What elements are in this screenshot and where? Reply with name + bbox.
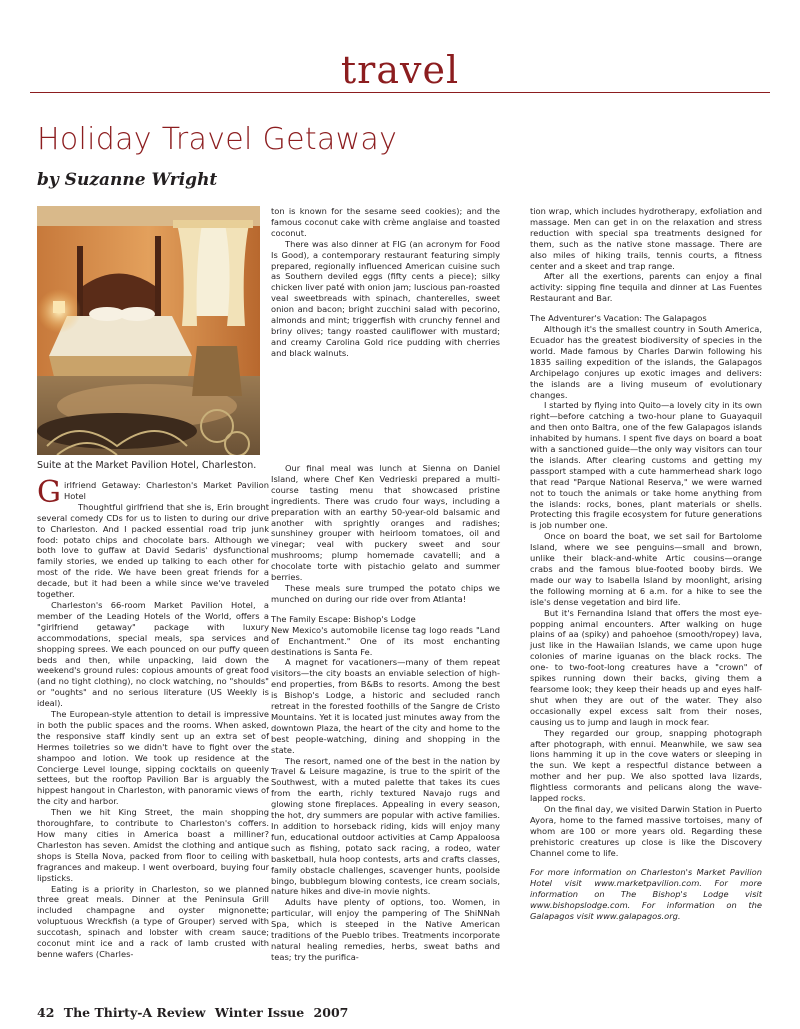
article-paragraph: There was also dinner at FIG (an acronym for Food Is Good), a contemporary restaurant featuring simply prepared, regionally influenced American cuisine such as Southern deviled eggs (fifty cents a piece); silky chicken liver paté with onion jam; luscious pan-roasted veal sweetbreads with spinach, chanterelles, sweet onion and bacon; bright zucchini salad with pecorino, almonds and mint; triggerfish with crunchy fennel and briny olives; tangy roasted cauliflower with mustard; and creamy Carolina Gold rice pudding with cherries and black walnuts. <box>271 238 500 358</box>
hotel-suite-photo <box>37 206 260 455</box>
drop-cap: G <box>37 475 61 510</box>
article-paragraph: These meals sure trumped the potato chips we munched on during our ride over from Atlanta! <box>271 582 500 604</box>
article-column-2 <box>271 463 500 963</box>
article-paragraph: A magnet for vacationers—many of them repeat visitors—the city boasts an enviable selection of high-end properties, from B&Bs to resorts. Among the best is Bishop's Lodge, a historic and secluded ranch retreat in the forested foothills of the Sangre de Cristo Mountains. Yet it is located just minutes away from the downtown Plaza, the heart of the city and home to the best people-watching, dining and shopping in the state. <box>271 657 500 755</box>
article-paragraph: tion wrap, which includes hydrotherapy, exfoliation and massage. Men can get in on the relaxation and stress reduction with special spa treatments designed for them, such as the native stone massage. There are also miles of hiking trails, tennis courts, a fitness center and a skeet and trap range. <box>530 206 762 271</box>
section-heading: travel <box>340 48 460 92</box>
article-paragraph: On the final day, we visited Darwin Station in Puerto Ayora, home to the famed massive tortoises, many of whom are 100 or more years old. Regarding these prehistoric creatures up close is like the Discovery Channel come to life. <box>530 803 762 858</box>
article-paragraph: ton is known for the sesame seed cookies); and the famous coconut cake with crème anglaise and toasted coconut. <box>271 206 500 238</box>
article-paragraph: The European-style attention to detail is impressive in both the public spaces and the rooms. When asked, the responsive staff kindly sent up an extra set of Hermes toiletries so we didn't have to fight over the shampoo and lotion. We took up residence at the Concierge Level lounge, sipping cocktails on queenly settees, but the rooftop Pavilion Bar is arguably the hippest hangout in Charleston, with panoramic views of the city and harbor. <box>37 709 269 807</box>
article-title: Holiday Travel Getaway <box>37 122 398 157</box>
article-paragraph: The resort, named one of the best in the nation by Travel & Leisure magazine, is true to the spirit of the Southwest, with a muted palette that takes its cues from the earth, richly textured Navajo rugs and glowing stone fireplaces. Appealing in every season, the hot, dry summers are popular with active families. In addition to horseback riding, kids will enjoy many fun, educational outdoor activities at Camp Appaloosa such as fishing, potato sack racing, a rodeo, water basketball, hula hoop contests, arts and crafts classes, family obstacle challenges, scavenger hunts, poolside bingo, bubblegum blowing contests, ice cream socials, nature hikes and dive-in movie nights. <box>271 755 500 897</box>
publication-name: The Thirty-A Review <box>63 1005 206 1020</box>
article-column-1 <box>37 475 269 960</box>
article-paragraph: New Mexico's automobile license tag logo reads "Land of Enchantment." One of its most enchanting destinations is Santa Fe. <box>271 624 500 657</box>
article-paragraph: Eating is a priority in Charleston, so we planned three great meals. Dinner at the Peninsula Grill included champagne and oyster mignonette; voluptuous Wreckfish (a type of Grouper) served with succotash, spinach and lobster with cream sauce; coconut mint ice and a rack of lamb crusted with benne wafers (Charles- <box>37 883 269 959</box>
article-paragraph: Then we hit King Street, the main shopping thoroughfare, to contribute to Charleston's coffers. How many cities in America boast a milliner? Charleston has seven. Amidst the clothing and antique shops is Stella Nova, packed from floor to ceiling with fragrances and makeup. I went overboard, buying four lipsticks. <box>37 807 269 883</box>
article-paragraph: Once on board the boat, we set sail for Bartolome Island, where we see penguins—small and brown, unlike their black-and-white Artic cousins—orange crabs and the famous blue-footed booby birds. We made our way to Isabella Island by moonlight, arising the following morning at 6 a.m. for a hike to see the isle's dense vegetation and bird life. <box>530 531 762 607</box>
article-paragraph: Adults have plenty of options, too. Women, in particular, will enjoy the pampering of The ShiNNah Spa, which is steeped in the Native American traditions of the Pueblo tribes. Treatments incorporate natural healing remedies, herbs, sweat baths and teas; try the purifica- <box>271 897 500 962</box>
article-column-3 <box>530 206 762 922</box>
subsection-heading: The Adventurer's Vacation: The Galapagos <box>530 313 707 324</box>
article-paragraph: They regarded our group, snapping photograph after photograph, with ennui. Meanwhile, we saw sea lions hamming it up in the cove waters or sleeping in the sun. We kept a respectful distance between a mother and her pup. We also spotted lava lizards, flightless cormorants and pelicans along the wave-lapped rocks. <box>530 727 762 804</box>
article-paragraph: Our final meal was lunch at Sienna on Daniel Island, where Chef Ken Vedrieski prepared a multi-course tasting menu that showcased pristine ingredients. There was crudo four ways, including a preparation with an earthy 50-year-old balsamic and another with sprightly oranges and radishes; sunshiney grouper with heirloom tomatoes, oil and vinegar; veal with puckery sweet and sour mushrooms; plump homemade cavatelli; and a chocolate torte with pistachio gelato and summer berries. <box>271 463 500 583</box>
header-rule <box>30 92 770 93</box>
issue-year: 2007 <box>313 1005 349 1020</box>
article-column-2-top <box>271 206 500 359</box>
article-byline: by Suzanne Wright <box>37 170 218 190</box>
article-paragraph: Charleston's 66-room Market Pavilion Hotel, a member of the Leading Hotels of the World, offers a "girlfriend getaway" package with luxury accommodations, special meals, spa services and shopping sprees. We each pounced on our puffy queen beds and then, while unpacking, laid down the weekend's ground rules: copious amounts of great food (and no tight clothing), no clock watching, no "shoulds" or "oughts" and no serious literature (US Weekly is ideal). <box>37 599 269 709</box>
article-paragraph: Girlfriend Getaway: Charleston's Market Pavilion Hotel <box>37 475 269 510</box>
article-paragraph: But it's Fernandina Island that offers the most eye-popping animal encounters. After walking on huge plains of aa (spiky) and pahoehoe (smooth/ropey) lava, just like in the Hawaiian Islands, we came upon huge colonies of marine iguanas on the black rocks. The one- to two-foot-long creatures have a "crown" of spikes running down their backs, giving them a fearsome look; they keep their heads up and eyes half-shut when they are out of the water. They also occasionally expel excess salt from their noses, causing us to jump and laugh in mock fear. <box>530 607 762 727</box>
more-information-note: For more information on Charleston's Market Pavilion Hotel visit www.marketpavilion.com. For more information on The Bishop's Lodge visit www.bishopslodge.com. For information on the Galapagos visit www.galapagos.org. <box>530 867 762 922</box>
article-paragraph: Thoughtful girlfriend that she is, Erin brought several comedy CDs for us to listen to during our drive to Charleston. And I packed essential road trip junk food: potato chips and chocolate bars. Although we both love to guffaw at David Sedaris' dysfunctional family stories, we ended up talking to each other for most of the ride. We have been great friends for a decade, but it had been a while since we've traveled together. <box>37 501 269 600</box>
article-paragraph: Although it's the smallest country in South America, Ecuador has the greatest biodiversity of species in the world. Made famous by Charles Darwin following his 1835 sailing expedition of the islands, the Galapagos Archipelago conjures up exotic images and delivers: the islands are a living museum of evolutionary changes. <box>530 324 762 400</box>
photo-caption: Suite at the Market Pavilion Hotel, Charleston. <box>37 460 257 471</box>
subsection-heading: The Family Escape: Bishop's Lodge <box>271 613 416 624</box>
article-paragraph: I started by flying into Quito—a lovely city in its own right—before catching a two-hour plane to Guayaquil and then onto Baltra, one of the few Galapagos islands inhabited by humans. I spent five days on board a boat with a sanctioned guide—the only way visitors can tour the islands. After clearing customs and getting my passport stamped with a cute hammerhead shark logo that read "Parque National Reserva," we were warned not to touch the animals or take home anything from the islands: rocks, bones, plant materials or shells. Protecting this fragile ecosystem for future generations is job number one. <box>530 400 762 531</box>
issue-name: Winter Issue <box>214 1005 305 1020</box>
page-number: 42 <box>37 1005 55 1020</box>
article-paragraph: After all the exertions, parents can enjoy a final activity: sipping fine tequila and dinner at Las Fuentes Restaurant and Bar. <box>530 271 762 304</box>
page-footer <box>37 1005 353 1020</box>
